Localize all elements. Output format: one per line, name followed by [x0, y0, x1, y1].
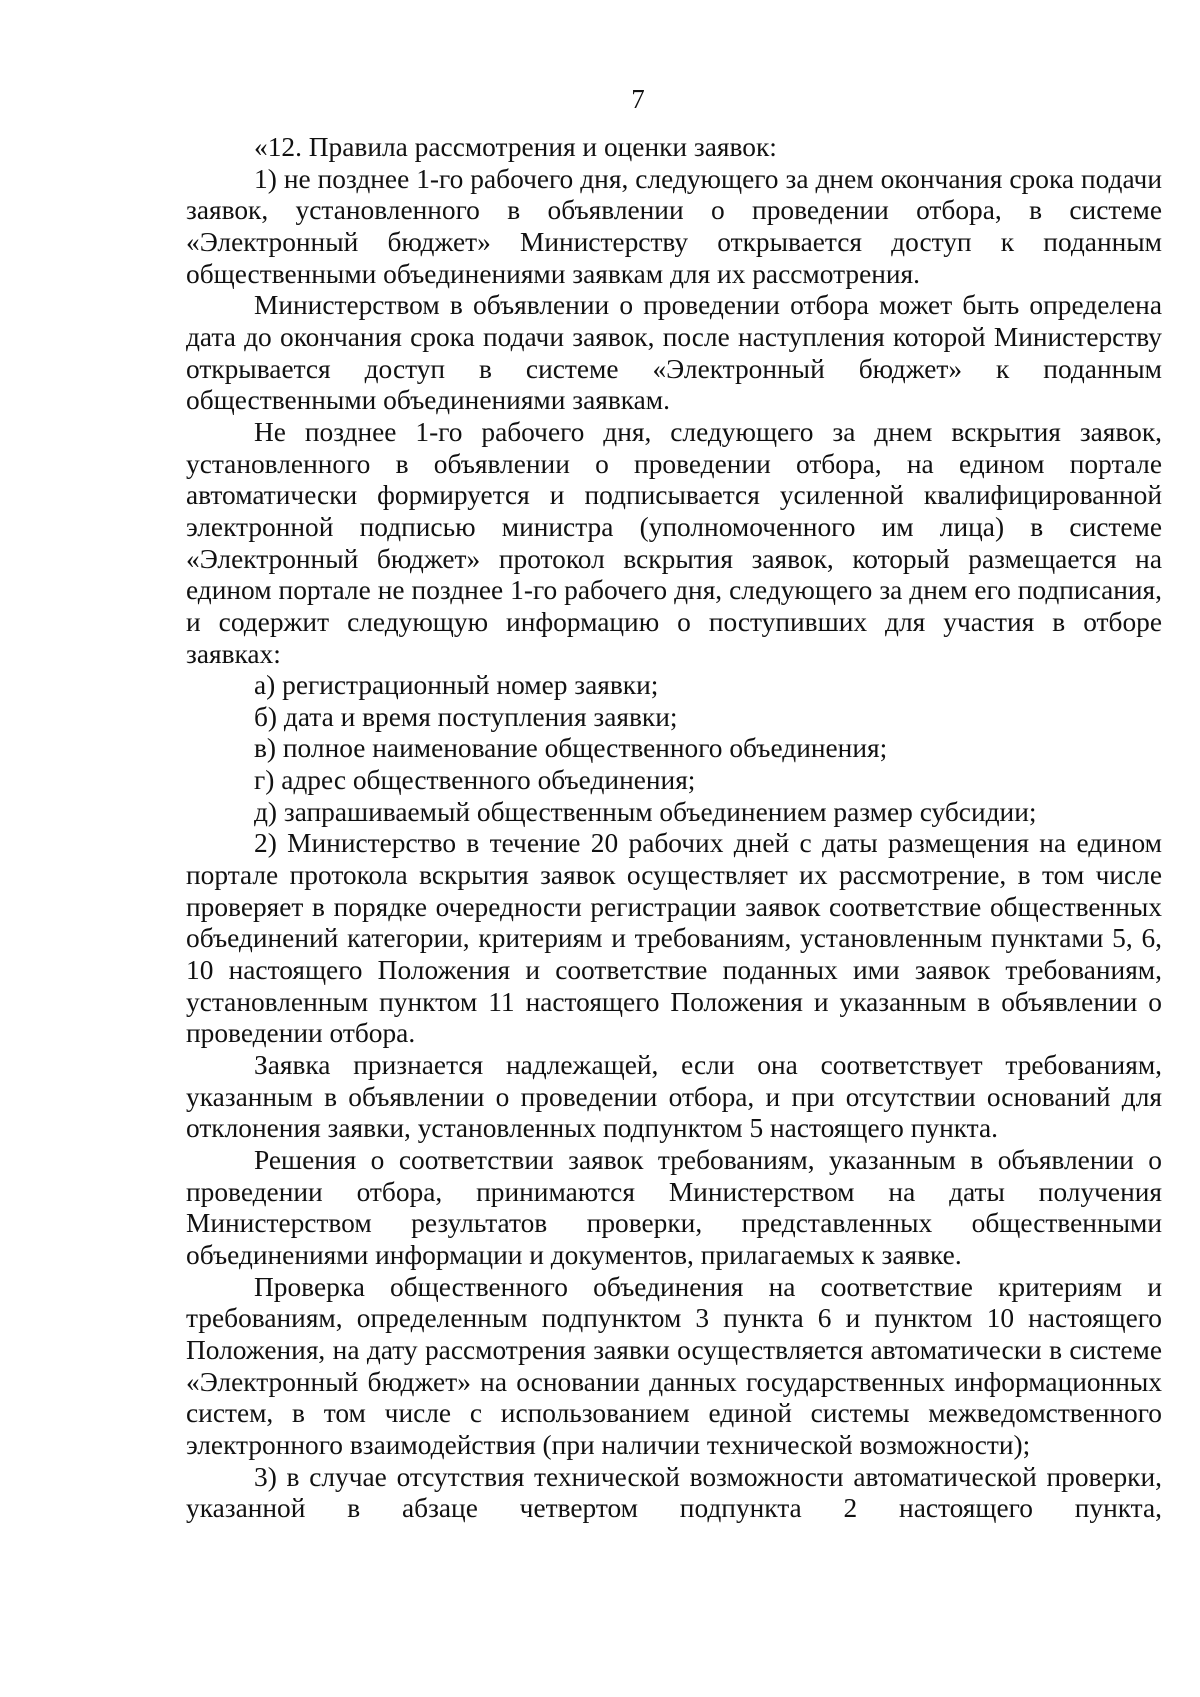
paragraph: 2) Министерство в течение 20 рабочих дней с даты размещения на едином портале протокола вскрытия заявок осуществляет их рассмотрение, в том числе проверяет в порядке очередности регистрации заявок соответствие общественных объединений категории, критериям и требованиям, установленным пунктами 5, 6, 10 настоящего Положения и соответствие поданных ими заявок требованиям, установленным пунктом 11 настоящего Положения и указанным в объявлении о проведении отбора.: [186, 828, 1162, 1049]
paragraph: Министерством в объявлении о проведении отбора может быть определена дата до окончания срока подачи заявок, после наступления которой Министерству открывается доступ в системе «Электронный бюджет» к поданным общественными объединениями заявкам.: [186, 290, 1162, 416]
paragraph: Решения о соответствии заявок требованиям, указанным в объявлении о проведении отбора, принимаются Министерством на даты получения Министерством результатов проверки, представленных общественными объединениями информации и документов, прилагаемых к заявке.: [186, 1145, 1162, 1270]
paragraph: Не позднее 1-го рабочего дня, следующего за днем вскрытия заявок, установленного в объявлении о проведении отбора, на едином портале автоматически формируется и подписывается усиленной квалифицированной электронной подписью министра (уполномоченного им лица) в системе «Электронный бюджет» протокол вскрытия заявок, который размещается на едином портале не позднее 1-го рабочего дня, следующего за днем его подписания, и содержит следующую информацию о поступивших для участия в отборе заявках:: [186, 416, 1162, 669]
list-item: д) запрашиваемый общественным объединением размер субсидии;: [254, 796, 1037, 827]
paragraph: Заявка признается надлежащей, если она соответствует требованиям, указанным в объявлении о проведении отбора, и при отсутствии оснований для отклонения заявки, установленных подпунктом 5 настоящего пункта.: [186, 1050, 1162, 1144]
paragraph: 1) не позднее 1-го рабочего дня, следующего за днем окончания срока подачи заявок, установленного в объявлении о проведении отбора, в системе «Электронный бюджет» Министерству открывается доступ к поданным общественными объединениями заявкам для их рассмотрения.: [186, 163, 1162, 289]
list-item: а) регистрационный номер заявки;: [254, 670, 659, 701]
section-heading: «12. Правила рассмотрения и оценки заявок:: [254, 132, 777, 162]
list-item: г) адрес общественного объединения;: [254, 765, 696, 796]
page-number: 7: [631, 84, 645, 114]
list-item: б) дата и время поступления заявки;: [254, 701, 678, 732]
document-body: [186, 132, 1162, 1525]
paragraph: 3) в случае отсутствия технической возможности автоматической проверки, указанной в абзаце четвертом подпункта 2 настоящего пункта,: [186, 1461, 1162, 1524]
list-item: в) полное наименование общественного объединения;: [254, 733, 888, 764]
paragraph: Проверка общественного объединения на соответствие критериям и требованиям, определенным подпунктом 3 пункта 6 и пунктом 10 настоящего Положения, на дату рассмотрения заявки осуществляется автоматически в системе «Электронный бюджет» на основании данных государственных информационных систем, в том числе с использованием единой системы межведомственного электронного взаимодействия (при наличии технической возможности);: [186, 1271, 1162, 1460]
